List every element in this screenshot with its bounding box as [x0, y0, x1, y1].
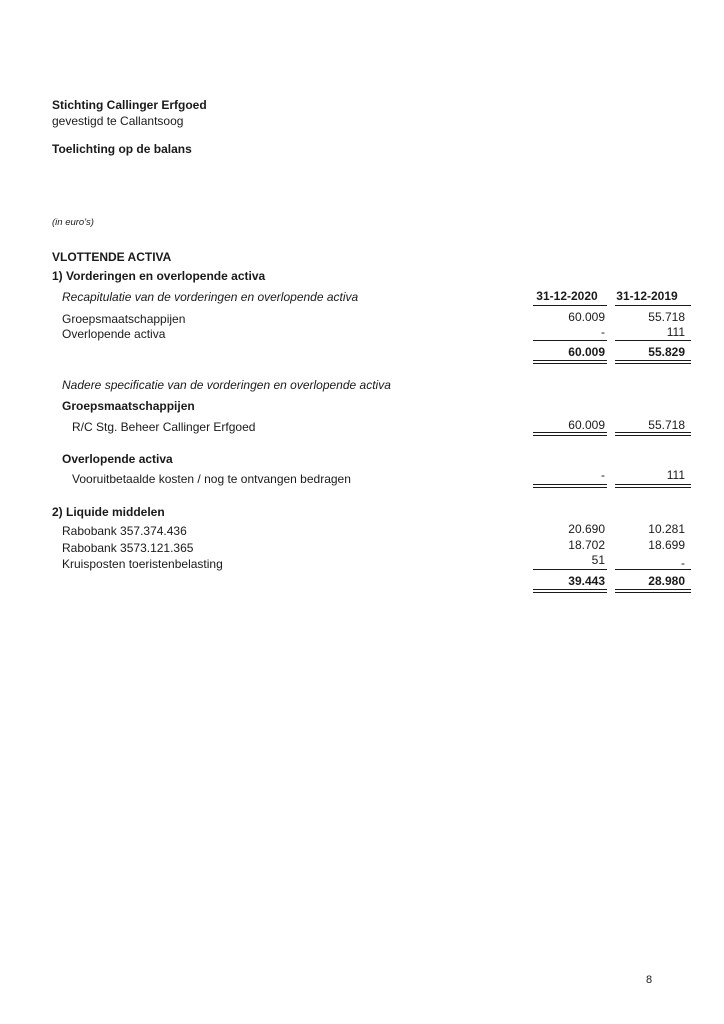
groep-title: Groepsmaatschappijen: [62, 399, 195, 413]
total-double-line: [615, 360, 691, 364]
spec-label: Nadere specificatie van de vorderingen en overlopende activa: [62, 378, 391, 392]
row-value-2020: 51: [591, 553, 605, 567]
overl-row-value-2019: 111: [666, 468, 685, 482]
col-header-2020: 31-12-2020: [536, 289, 598, 303]
subtotal-line: [615, 569, 691, 570]
vlottende-title: VLOTTENDE ACTIVA: [52, 250, 172, 264]
row-label: Rabobank 3573.121.365: [62, 541, 194, 555]
recap-label: Recapitulatie van de vorderingen en overlopende activa: [62, 290, 359, 304]
row-label: Groepsmaatschappijen: [62, 312, 186, 326]
overl-double-line: [615, 484, 691, 488]
row-value-2020: 60.009: [568, 310, 605, 324]
row-value-2020: 18.702: [568, 538, 605, 552]
row-label: Overlopende activa: [62, 327, 166, 341]
groep-row-label: R/C Stg. Beheer Callinger Erfgoed: [72, 420, 256, 434]
subtotal-line: [615, 340, 691, 341]
groep-row-value-2019: 55.718: [648, 418, 685, 432]
col-header-underline: [615, 305, 691, 306]
total-double-line: [533, 589, 607, 593]
overl-title: Overlopende activa: [62, 452, 173, 466]
col-header-underline: [533, 305, 607, 306]
total-double-line: [615, 589, 691, 593]
row-label: Kruisposten toeristenbelasting: [62, 557, 223, 571]
sub1-title: 1) Vorderingen en overlopende activa: [52, 269, 266, 283]
col-header-2019: 31-12-2019: [616, 289, 678, 303]
row-value-2019: 55.718: [648, 310, 685, 324]
overl-row-label: Vooruitbetaalde kosten / nog te ontvangen bedragen: [72, 472, 351, 486]
overl-double-line: [533, 484, 607, 488]
total-2019: 55.829: [648, 345, 685, 359]
liquide-total-2020: 39.443: [568, 574, 605, 588]
groep-double-line: [615, 432, 691, 436]
row-label: Rabobank 357.374.436: [62, 524, 187, 538]
section-title: Toelichting op de balans: [52, 142, 192, 156]
row-value-2020: 20.690: [568, 522, 605, 536]
subtotal-line: [533, 569, 607, 570]
overl-row-value-2020: -: [601, 468, 605, 482]
total-2020: 60.009: [568, 345, 605, 359]
org-name: Stichting Callinger Erfgoed: [52, 98, 207, 112]
liquide-total-2019: 28.980: [648, 574, 685, 588]
row-value-2019: 10.281: [648, 522, 685, 536]
groep-double-line: [533, 432, 607, 436]
liquide-title: 2) Liquide middelen: [52, 505, 165, 519]
page-number: 8: [646, 974, 653, 986]
row-value-2020: -: [601, 325, 605, 339]
groep-row-value-2020: 60.009: [568, 418, 605, 432]
currency-note: (in euro's): [52, 217, 94, 228]
total-double-line: [533, 360, 607, 364]
subtotal-line: [533, 340, 607, 341]
row-value-2019: 111: [666, 325, 685, 339]
row-value-2019: 18.699: [648, 538, 685, 552]
org-location: gevestigd te Callantsoog: [52, 114, 184, 128]
row-value-2019: -: [681, 556, 685, 570]
